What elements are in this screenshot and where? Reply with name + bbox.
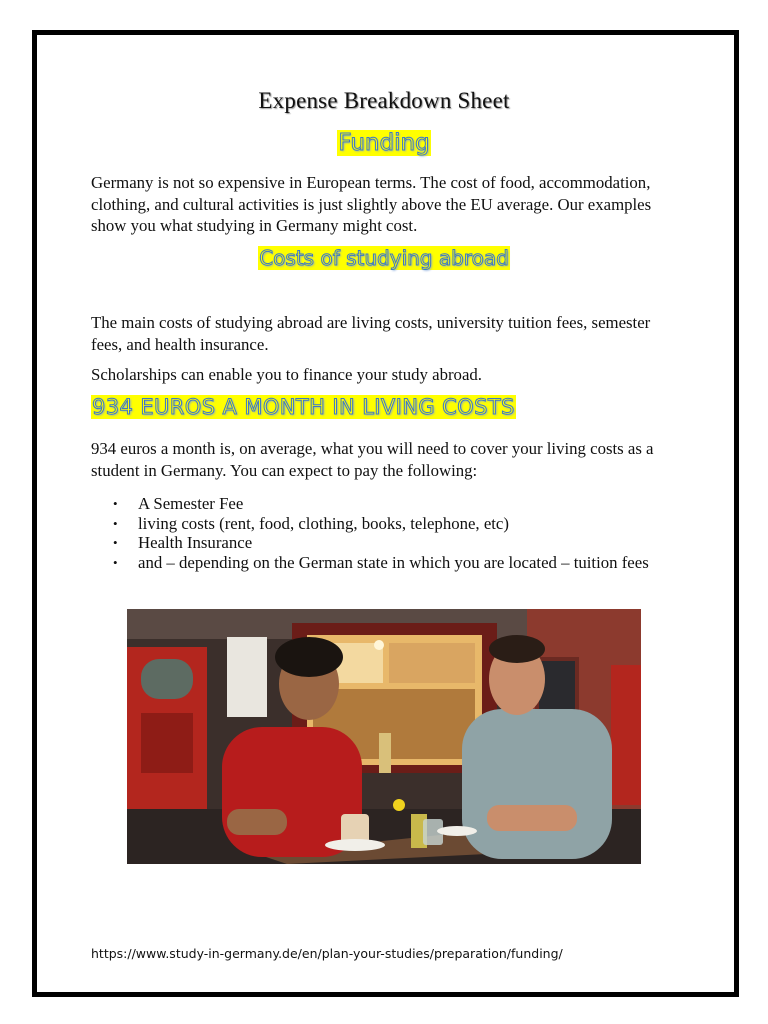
list-item: • living costs (rent, food, clothing, books, telephone, etc) [91,514,681,534]
source-link[interactable]: https://www.study-in-germany.de/en/plan-your-studies/preparation/funding/ [91,946,563,961]
heading-costs [0,246,768,270]
paragraph-intro: Germany is not so expensive in European terms. The cost of food, accommodation, clothing, and cultural activities is just slightly above the EU average. Our examples show you what studying in Germany might cost. [91,173,652,235]
paragraph-main-costs: The main costs of studying abroad are living costs, university tuition fees, semester fees, and health insurance. [91,313,651,354]
list-item: • A Semester Fee [91,494,681,514]
heading-living-costs-text: 934 EUROS A MONTH IN LIVING COSTS [92,395,515,419]
paragraph-living-costs: 934 euros a month is, on average, what you will need to cover your living costs as a student in Germany. You can expect to pay the following: [91,439,654,480]
paragraph-scholarships: Scholarships can enable you to finance your study abroad. [91,365,482,384]
list-item: • and – depending on the German state in which you are located – tuition fees [91,553,681,573]
heading-funding-text: Funding [338,130,430,156]
list-item: • Health Insurance [91,533,681,553]
students-cafe-photo [127,609,641,864]
heading-funding [0,130,768,156]
expense-list [91,494,681,573]
heading-costs-text: Costs of studying abroad [259,246,509,270]
heading-living-costs [91,395,516,419]
page-title: Expense Breakdown Sheet [258,88,510,113]
